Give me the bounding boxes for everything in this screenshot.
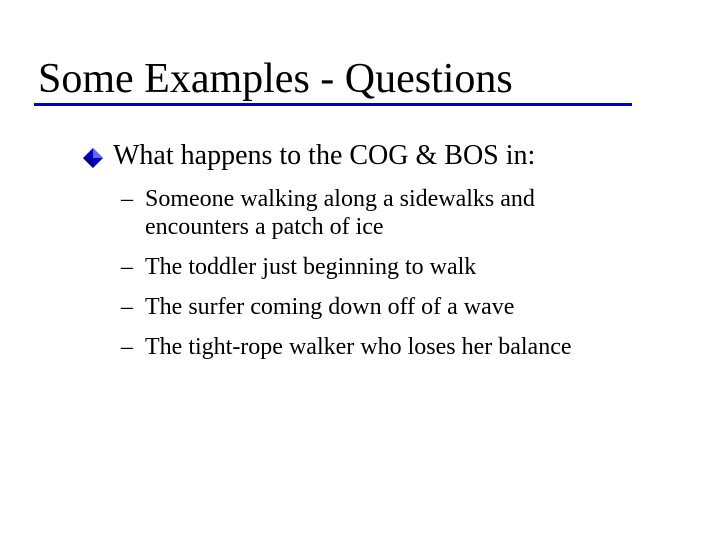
dash-marker: – xyxy=(121,294,133,320)
sub-bullet-list xyxy=(121,185,572,373)
sub-bullet-line: Someone walking along a sidewalks and xyxy=(145,186,535,212)
sub-bullet-item xyxy=(121,185,572,241)
sub-bullet-line: The tight-rope walker who loses her balance xyxy=(145,334,572,360)
diamond-bullet-icon xyxy=(82,147,104,169)
sub-bullet-item xyxy=(121,333,572,361)
main-bullet-text: What happens to the COG & BOS in: xyxy=(113,140,536,171)
dash-marker: – xyxy=(121,334,133,360)
title-underline xyxy=(34,103,632,106)
dash-marker: – xyxy=(121,254,133,280)
sub-bullet-item xyxy=(121,293,572,321)
sub-bullet-line: The toddler just beginning to walk xyxy=(145,254,477,280)
sub-bullet-item xyxy=(121,253,572,281)
sub-bullet-line: The surfer coming down off of a wave xyxy=(145,294,515,320)
slide-title: Some Examples - Questions xyxy=(38,56,513,102)
dash-marker: – xyxy=(121,186,133,212)
sub-bullet-line: encounters a patch of ice xyxy=(145,214,384,240)
